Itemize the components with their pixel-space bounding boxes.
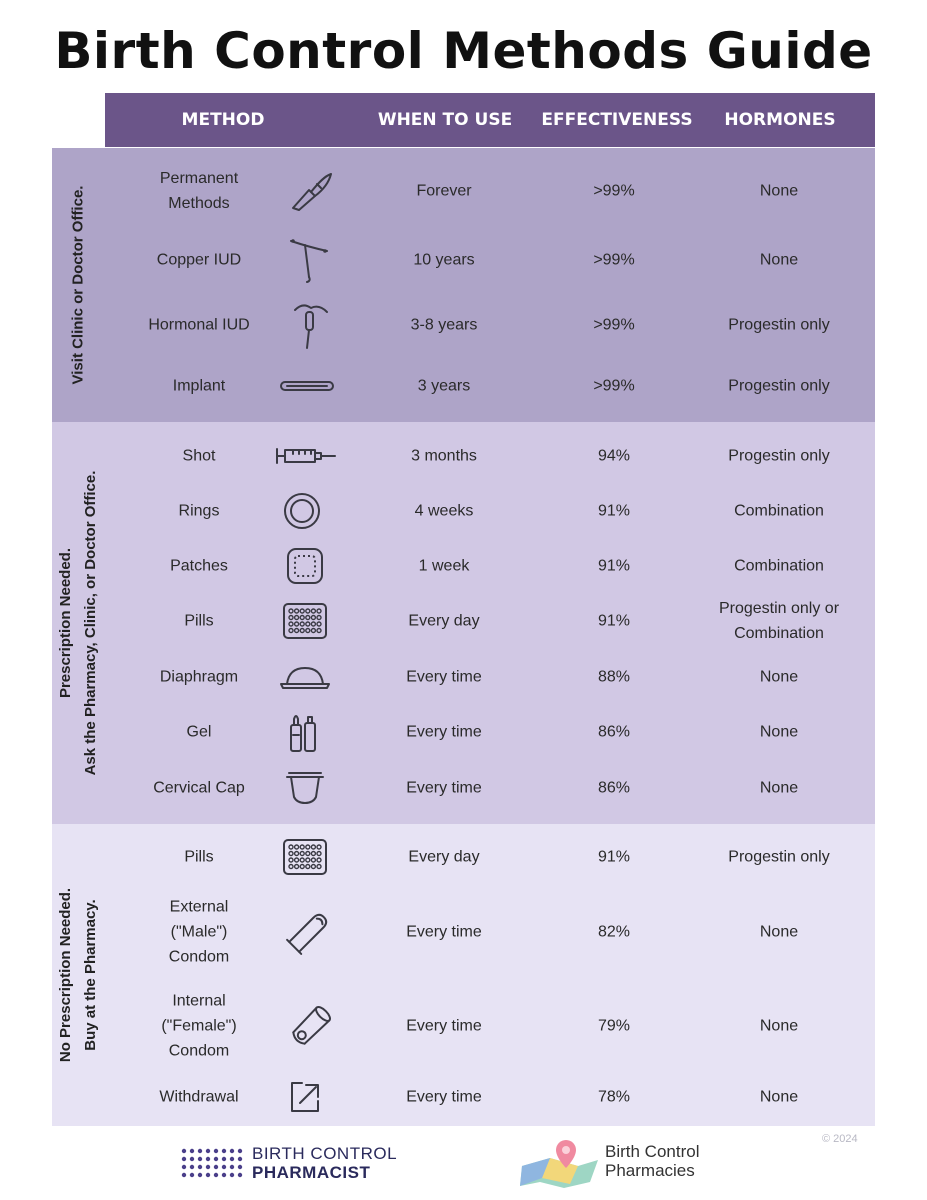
method-name-line: ("Male") — [170, 923, 228, 941]
pill-pack-icon — [282, 602, 328, 640]
method-name-line: Condom — [168, 1042, 230, 1060]
when-to-use: Every time — [406, 779, 482, 797]
effectiveness: 79% — [597, 1017, 631, 1035]
section-label-line: Ask the Pharmacy, Clinic, or Doctor Office. — [82, 470, 99, 776]
pill-pack-icon — [282, 838, 328, 876]
hormones-line: None — [759, 182, 799, 200]
logo1-line1: BIRTH CONTROL — [252, 1144, 398, 1163]
hormones-line: Progestin only — [728, 316, 830, 334]
method-name-line: Internal — [172, 992, 226, 1010]
section-label-line: Prescription Needed. — [57, 547, 74, 699]
method-name — [169, 895, 229, 970]
method-name-line: Patches — [170, 557, 228, 575]
hormones — [728, 845, 829, 870]
hormones — [760, 665, 798, 690]
effectiveness: >99% — [593, 316, 635, 334]
syringe-icon — [275, 445, 337, 467]
effectiveness: 94% — [597, 447, 631, 465]
logo2-line2: Pharmacies — [605, 1161, 695, 1180]
when-to-use: 10 years — [413, 251, 475, 269]
hormones — [760, 1014, 798, 1039]
hormones-line: None — [759, 668, 799, 686]
effectiveness: 91% — [597, 557, 631, 575]
implant-icon — [279, 379, 335, 393]
effectiveness: >99% — [593, 377, 635, 395]
method-name-line: Pills — [184, 612, 214, 630]
method-name-line: Diaphragm — [159, 668, 239, 686]
method-name — [184, 845, 213, 870]
method-name — [161, 989, 236, 1064]
patch-icon — [285, 546, 325, 586]
section-prescription — [52, 422, 875, 824]
when-to-use: 4 weeks — [414, 502, 474, 520]
external-condom-icon — [284, 907, 334, 957]
section-label-line: Buy at the Pharmacy. — [82, 899, 99, 1051]
method-name-line: Gel — [186, 723, 212, 741]
section-label — [52, 422, 104, 824]
gel-icon — [288, 711, 318, 753]
hormones — [719, 596, 839, 646]
when-to-use: Every time — [406, 1088, 482, 1106]
method-name — [153, 776, 245, 801]
method-name-line: Copper IUD — [156, 251, 242, 269]
section-label-line: Visit Clinic or Doctor Office. — [69, 185, 87, 385]
hormones-line: Combination — [734, 625, 824, 642]
method-name-line: Permanent — [159, 170, 239, 187]
method-name — [160, 166, 238, 216]
hormones-line: Combination — [734, 557, 824, 575]
hormones — [760, 776, 798, 801]
header-when-to-use: WHEN TO USE — [377, 110, 513, 130]
hormones-line: Progestin only or — [718, 600, 840, 617]
when-to-use: Every time — [406, 723, 482, 741]
method-name-line: Condom — [168, 948, 230, 966]
hormones — [760, 179, 798, 204]
hormones-line: None — [759, 923, 799, 941]
effectiveness: >99% — [593, 251, 635, 269]
header-method: METHOD — [181, 110, 265, 130]
section-label-line: No Prescription Needed. — [57, 887, 74, 1063]
withdrawal-arrow-icon — [288, 1079, 322, 1115]
effectiveness: 88% — [597, 668, 631, 686]
section-label — [52, 148, 104, 422]
hormones — [728, 444, 829, 469]
when-to-use: Every time — [406, 668, 482, 686]
hormones-line: Progestin only — [728, 377, 830, 395]
map-pin-icon — [520, 1138, 600, 1188]
hormones-line: None — [759, 779, 799, 797]
hormones — [760, 1085, 798, 1110]
method-name-line: Rings — [178, 502, 220, 520]
hormones — [760, 248, 798, 273]
method-name — [148, 313, 249, 338]
when-to-use: 3 years — [417, 377, 471, 395]
method-name — [159, 1085, 238, 1110]
method-name-line: Methods — [168, 195, 230, 212]
method-name — [179, 499, 220, 524]
when-to-use: 3-8 years — [410, 316, 478, 334]
hormones — [728, 374, 829, 399]
hormones — [760, 720, 798, 745]
when-to-use: 1 week — [418, 557, 470, 575]
hormones — [734, 499, 824, 524]
effectiveness: 91% — [597, 502, 631, 520]
hormonal-iud-icon — [291, 300, 331, 350]
copyright: © 2024 — [822, 1133, 858, 1145]
method-name — [170, 554, 228, 579]
logo2-line1: Birth Control — [605, 1142, 700, 1161]
internal-condom-icon — [286, 1001, 336, 1051]
effectiveness: 86% — [597, 779, 631, 797]
hormones-line: Progestin only — [728, 447, 830, 465]
effectiveness: 91% — [597, 612, 631, 630]
method-name-line: Withdrawal — [159, 1088, 239, 1106]
method-name-line: External — [169, 898, 229, 916]
method-name — [160, 665, 238, 690]
method-name — [157, 248, 241, 273]
dots-logo-icon — [180, 1147, 244, 1179]
effectiveness: 82% — [597, 923, 631, 941]
page-title: Birth Control Methods Guide — [54, 22, 873, 80]
when-to-use: Every time — [406, 1017, 482, 1035]
effectiveness: 91% — [597, 848, 631, 866]
cervical-cap-icon — [285, 771, 325, 805]
section-no-prescription — [52, 824, 875, 1126]
when-to-use: 3 months — [411, 447, 477, 465]
method-name-line: ("Female") — [161, 1017, 237, 1035]
when-to-use: Every day — [408, 612, 480, 630]
hormones-line: None — [759, 1088, 799, 1106]
method-name-line: Hormonal IUD — [148, 316, 250, 334]
effectiveness: >99% — [593, 182, 635, 200]
effectiveness: 78% — [597, 1088, 631, 1106]
copper-iud-icon — [287, 237, 331, 283]
effectiveness: 86% — [597, 723, 631, 741]
section-clinic — [52, 148, 875, 422]
when-to-use: Forever — [416, 182, 472, 200]
hormones-line: Progestin only — [728, 848, 830, 866]
method-name-line: Implant — [172, 377, 226, 395]
ring-icon — [282, 491, 322, 531]
when-to-use: Every day — [408, 848, 480, 866]
diaphragm-icon — [279, 664, 331, 690]
logo1-line2: PHARMACIST — [252, 1163, 371, 1182]
hormones-line: None — [759, 251, 799, 269]
method-name — [187, 720, 212, 745]
section-label — [52, 824, 104, 1126]
method-name — [184, 609, 213, 634]
method-name-line: Pills — [184, 848, 214, 866]
hormones — [760, 920, 798, 945]
method-name-line: Shot — [182, 447, 216, 465]
method-name — [183, 444, 216, 469]
method-name — [173, 374, 225, 399]
when-to-use: Every time — [406, 923, 482, 941]
hormones-line: None — [759, 1017, 799, 1035]
header-hormones: HORMONES — [724, 110, 836, 130]
hormones-line: Combination — [734, 502, 824, 520]
hormones-line: None — [759, 723, 799, 741]
method-name-line: Cervical Cap — [153, 779, 245, 797]
hormones — [728, 313, 829, 338]
table-header — [105, 93, 875, 147]
header-effectiveness: EFFECTIVENESS — [541, 110, 693, 130]
hormones — [734, 554, 824, 579]
scalpel-icon — [289, 168, 335, 214]
